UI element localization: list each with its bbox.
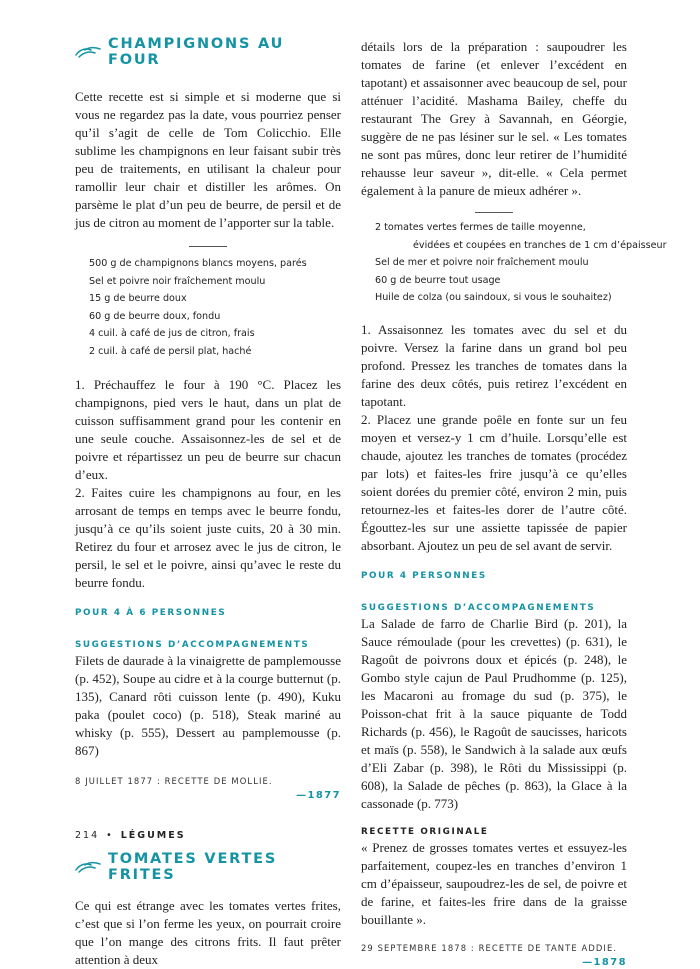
recipe1-intro: Cette recette est si simple et si moderne que si vous ne regardez pas la date, vous pourriez penser qu’il s’agit de celle de Tom Colicchio. Elle sublime les champignons en leur faisant subir très peu de traitements, en utilisant la chaleur pour ramollir leur chair et distiller les arômes. On parsème le plat d’un peu de beurre, de persil et de jus de citron au moment de l’apporter sur la table. xyxy=(75,89,341,230)
ingredient: Huile de colza (ou saindoux, si vous le souhaitez) xyxy=(375,292,612,303)
bullet-separator: • xyxy=(106,830,114,841)
recipe2-intro-cont: détails lors de la préparation : saupoudrer les tomates de farine (et enlever l’excédent en tapotant) et assaisonner avec beaucoup de sel, pour atténuer l’acidité. Mashama Bailey, cheffe du restaurant The Grey à Savannah, en Géorgie, suggère de ne pas lésiner sur le sel. « Les tomates ne sont pas mûres, donc leur retirer de l’humidité rehausse leur saveur », dit-elle. « Cela permet également à la panure de mieux adhérer ». xyxy=(361,39,627,198)
wave-icon xyxy=(75,46,101,58)
recipe1-servings: POUR 4 À 6 PERSONNES xyxy=(75,608,227,618)
recipe2-step-1: 1. Assaisonnez les tomates avec du sel et du poivre. Versez la farine dans un grand bol peu profond. Pressez les tranches de tomates dans la farine des deux côtés, puis retirez l’excédent en tapotant. xyxy=(361,321,627,409)
recipe1-date-line: 8 JUILLET 1877 : RECETTE DE MOLLIE. xyxy=(75,776,273,786)
recipe1-ingredients xyxy=(75,255,341,360)
recipe2-original-text: « Prenez de grosses tomates vertes et essuyez-les parfaitement, coupez-les en tranches d’environ 1 cm d’épaisseur, saupoudrez-les de sel, de poivre et de farine, et faites-les frire dans de la graisse bouillante ». xyxy=(361,839,627,927)
page-footer xyxy=(75,830,186,841)
ingredient: 4 cuil. à café de jus de citron, frais xyxy=(89,328,255,339)
ingredient: 60 g de beurre tout usage xyxy=(375,274,501,286)
recipe2-intro-start: Ce qui est étrange avec les tomates vertes frites, c’est que si l’on ferme les yeux, on pourrait croire que l’on mange des citrons frits. Il faut prêter attention à deux xyxy=(75,898,341,967)
wave-icon xyxy=(75,861,101,873)
ingredient: 2 cuil. à café de persil plat, haché xyxy=(89,345,252,357)
recipe1-suggestions-heading: SUGGESTIONS D’ACCOMPAGNEMENTS xyxy=(75,640,310,650)
ingredient: évidées et coupées en tranches de 1 cm d’épaisseur xyxy=(413,239,667,251)
divider xyxy=(189,246,227,247)
recipe2-suggestions-heading: SUGGESTIONS D’ACCOMPAGNEMENTS xyxy=(361,602,596,613)
divider xyxy=(475,212,513,213)
page-number: 214 xyxy=(75,830,100,841)
recipe2-step-2: 2. Placez une grande poêle en fonte sur un feu moyen et versez-y 1 cm d’huile. Lorsqu’elle est chaude, ajoutez les tranches de tomates (procédez par lots) et faites-les frire jusqu’à ce qu’elles soient dorées du premier côté, environ 2 min, puis retournez-les et faites-les dorer de l’autre côté. Égouttez-les sur une assiette tapissée de papier absorbant. Ajoutez un peu de sel avant de servir. xyxy=(361,411,627,553)
ingredient: 60 g de beurre doux, fondu xyxy=(89,310,221,322)
ingredient: Sel de mer et poivre noir fraîchement moulu xyxy=(375,257,589,268)
recipe1-suggestions: Filets de daurade à la vinaigrette de pamplemousse (p. 452), Soupe au cidre et à la courge butternut (p. 135), Canard rôti cuisson lente (p. 490), Kuku paka (poulet coco) (p. 518), Steak mariné au whisky (p. 555), Dessert au pamplemousse (p. 867) xyxy=(75,653,341,758)
recipe2-title xyxy=(75,851,341,883)
ingredient: 15 g de beurre doux xyxy=(89,293,187,304)
section-name: LÉGUMES xyxy=(120,830,186,841)
right-column xyxy=(361,38,667,968)
recipe2-year: —1878 xyxy=(582,956,627,968)
recipe2-servings: POUR 4 PERSONNES xyxy=(361,570,487,581)
recipe2-suggestions: La Salade de farro de Charlie Bird (p. 201), la Sauce rémoulade (pour les crevettes) (p. 631), le Ragoût de poivrons doux et épicés (p. 248), le Gombo style cajun de Paul Prudhomme (p. 125), les Macaroni au fromage du sud (p. 375), le Poisson-chat frit à la sauce piquante de Todd Richards (p. 456), le Ragoût de saucisses, haricots et maïs (p. 558), le Sandwich à la salade aux œufs d’Eli Zabar (p. 398), le Rôti du Mississippi (p. 608), la Salade de pêches (p. 863), la Glace à la cassonade (p. 773) xyxy=(361,615,627,811)
recipe1-step-2: 2. Faites cuire les champignons au four, en les arrosant de temps en temps avec le beurre fondu, jusqu’à ce qu’ils soient juste cuits, 20 à 30 min. Retirez du four et arrosez avec le jus de citron, le persil, le sel et le poivre, ainsi qu’avec le reste du beurre fondu. xyxy=(75,485,341,590)
ingredient: Sel et poivre noir fraîchement moulu xyxy=(89,275,266,287)
recipe2-title-text: TOMATES VERTES FRITES xyxy=(108,851,278,883)
ingredient: 500 g de champignons blancs moyens, parés xyxy=(89,258,307,269)
recipe1-year: —1877 xyxy=(296,790,341,801)
recipe2-original-heading: RECETTE ORIGINALE xyxy=(361,826,489,837)
ingredient: 2 tomates vertes fermes de taille moyenne, xyxy=(375,222,586,233)
recipe2-ingredients xyxy=(361,219,667,307)
recipe1-title xyxy=(75,36,341,68)
recipe2-date-line: 29 SEPTEMBRE 1878 : RECETTE DE TANTE ADDIE. xyxy=(361,942,618,953)
recipe1-title-text: CHAMPIGNONS AU FOUR xyxy=(108,36,285,68)
recipe1-step-1: 1. Préchauffez le four à 190 °C. Placez les champignons, pied vers le haut, dans un plat de cuisson suffisamment grand pour les contenir en une seule couche. Assaisonnez-les de sel et de poivre et répartissez un peu de beurre sur chacun d’eux. xyxy=(75,377,341,482)
